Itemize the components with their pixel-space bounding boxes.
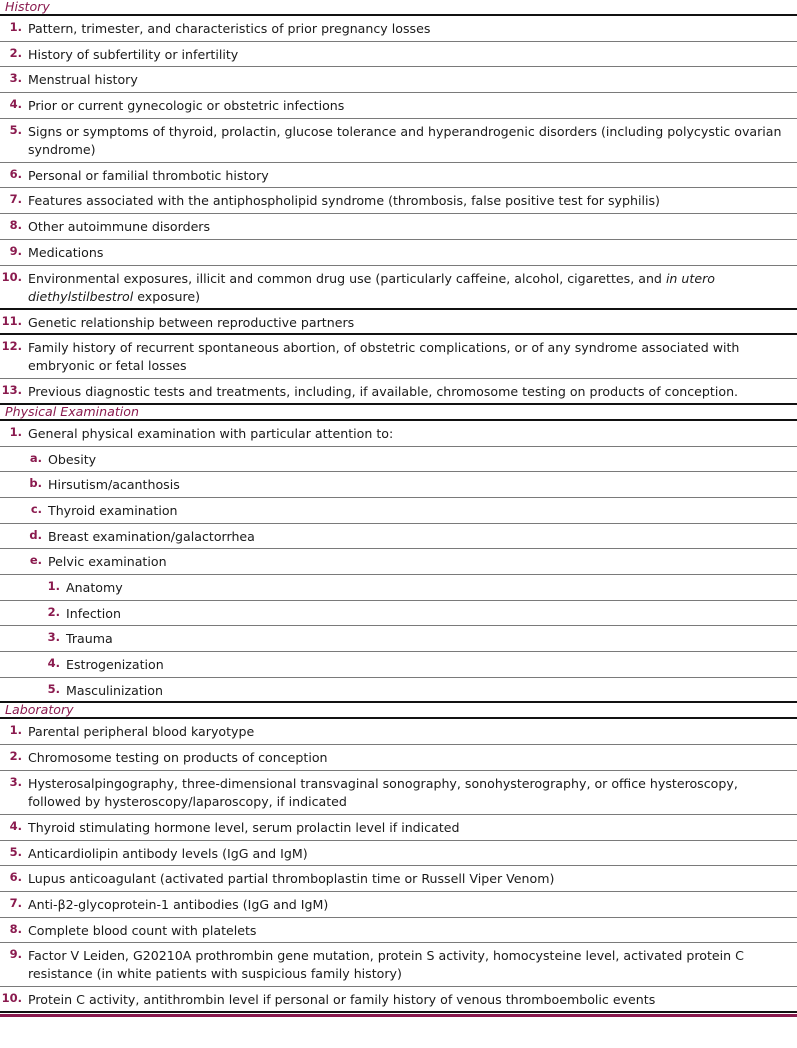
item-number: 7. bbox=[9, 895, 22, 910]
item-text: Protein C activity, antithrombin level if personal or family history of venous thromboembolic events bbox=[28, 992, 656, 1008]
list-item bbox=[0, 67, 797, 93]
item-number: 1. bbox=[47, 579, 60, 593]
item-text: Previous diagnostic tests and treatments, including, if available, chromosome testing on products of conception. bbox=[28, 384, 739, 400]
item-text: Anatomy bbox=[66, 580, 123, 595]
item-number: 5. bbox=[9, 844, 22, 859]
list-item bbox=[0, 188, 797, 214]
item-text: Medications bbox=[28, 244, 104, 260]
item-text: Breast examination/galactorrhea bbox=[48, 528, 255, 544]
item-number: 8. bbox=[9, 921, 22, 936]
bottom-rule bbox=[0, 1014, 797, 1017]
item-number: 12. bbox=[1, 339, 22, 354]
list-item bbox=[0, 549, 797, 575]
list-item bbox=[0, 601, 797, 627]
section-heading-laboratory: Laboratory bbox=[0, 703, 797, 719]
item-number: e. bbox=[29, 553, 42, 568]
item-text: Infection bbox=[66, 605, 121, 621]
emphasis-text: in utero diethylstilbestrol bbox=[28, 270, 715, 304]
list-item bbox=[0, 42, 797, 68]
list-item bbox=[0, 652, 797, 678]
list-item bbox=[0, 987, 797, 1013]
item-number: 1. bbox=[9, 20, 22, 34]
item-text: Signs or symptoms of thyroid, prolactin, glucose tolerance and hyperandrogenic disorders (including polycystic ovarian syndrome) bbox=[28, 123, 782, 157]
list-item bbox=[0, 918, 797, 944]
item-number: c. bbox=[30, 501, 42, 516]
list-item bbox=[0, 524, 797, 550]
section-heading-physical: Physical Examination bbox=[0, 405, 797, 421]
item-number: 5. bbox=[9, 122, 22, 137]
item-number: 11. bbox=[1, 313, 22, 328]
item-number: 10. bbox=[1, 269, 22, 284]
list-item bbox=[0, 498, 797, 524]
list-item bbox=[0, 379, 797, 405]
item-text: Complete blood count with platelets bbox=[28, 922, 257, 938]
list-item bbox=[0, 266, 797, 310]
item-number: 10. bbox=[1, 991, 22, 1006]
list-item bbox=[0, 626, 797, 652]
item-number: b. bbox=[29, 476, 42, 491]
item-text: Pelvic examination bbox=[48, 554, 167, 570]
item-text: Anti-β2-glycoprotein-1 antibodies (IgG and IgM) bbox=[28, 896, 329, 912]
item-text: Environmental exposures, illicit and common drug use (particularly caffeine, alcohol, cigarettes, and in utero diethylstilbestrol exposure) bbox=[28, 270, 715, 304]
item-number: 2. bbox=[9, 45, 22, 60]
item-number: 9. bbox=[9, 243, 22, 258]
item-number: 3. bbox=[47, 630, 60, 645]
item-number: 1. bbox=[9, 723, 22, 738]
list-item bbox=[0, 16, 797, 42]
item-text: Parental peripheral blood karyotype bbox=[28, 724, 255, 740]
item-text: Hysterosalpingography, three-dimensional transvaginal sonography, sonohysterography, or office hysteroscopy, followed by hysteroscopy/laparoscopy, if indicated bbox=[28, 775, 738, 809]
section-heading-history: History bbox=[0, 0, 797, 16]
list-item bbox=[0, 447, 797, 473]
item-number: 4. bbox=[9, 818, 22, 833]
item-text: General physical examination with particular attention to: bbox=[28, 425, 394, 441]
list-item bbox=[0, 771, 797, 815]
item-text: Pattern, trimester, and characteristics of prior pregnancy losses bbox=[28, 21, 431, 36]
list-item bbox=[0, 575, 797, 601]
item-number: 2. bbox=[9, 749, 22, 764]
item-text: Factor V Leiden, G20210A prothrombin gene mutation, protein S activity, homocysteine level, activated protein C resistance (in white patients with suspicious family history) bbox=[28, 948, 744, 982]
item-text: Masculinization bbox=[66, 682, 163, 698]
item-text: Chromosome testing on products of conception bbox=[28, 750, 328, 766]
item-text: Menstrual history bbox=[28, 72, 138, 88]
list-item bbox=[0, 472, 797, 498]
item-text: Personal or familial thrombotic history bbox=[28, 167, 269, 183]
list-item bbox=[0, 943, 797, 987]
item-text: Other autoimmune disorders bbox=[28, 219, 211, 235]
list-item bbox=[0, 119, 797, 163]
item-number: 2. bbox=[47, 604, 60, 619]
item-text: Family history of recurrent spontaneous abortion, of obstetric complications, or of any syndrome associated with embryonic or fetal losses bbox=[28, 340, 740, 374]
item-number: 3. bbox=[9, 774, 22, 789]
item-number: 4. bbox=[9, 97, 22, 112]
list-item bbox=[0, 421, 797, 447]
item-number: 5. bbox=[47, 681, 60, 696]
list-item bbox=[0, 745, 797, 771]
item-text: Lupus anticoagulant (activated partial thromboplastin time or Russell Viper Venom) bbox=[28, 871, 555, 887]
item-text: Thyroid stimulating hormone level, serum prolactin level if indicated bbox=[28, 819, 460, 835]
item-text: Anticardiolipin antibody levels (IgG and IgM) bbox=[28, 845, 308, 861]
item-number: 4. bbox=[47, 656, 60, 671]
item-text: Genetic relationship between reproductive partners bbox=[28, 314, 355, 330]
list-item bbox=[0, 815, 797, 841]
item-number: 9. bbox=[9, 947, 22, 962]
list-item bbox=[0, 335, 797, 379]
item-number: 6. bbox=[9, 870, 22, 885]
item-text: Estrogenization bbox=[66, 657, 164, 673]
list-item bbox=[0, 719, 797, 745]
item-number: a. bbox=[29, 450, 42, 465]
list-item bbox=[0, 678, 797, 704]
list-item bbox=[0, 310, 797, 336]
item-number: d. bbox=[29, 527, 42, 542]
list-item bbox=[0, 240, 797, 266]
list-item bbox=[0, 892, 797, 918]
list-item bbox=[0, 866, 797, 892]
list-item bbox=[0, 93, 797, 119]
item-number: 6. bbox=[9, 166, 22, 181]
item-text: Prior or current gynecologic or obstetric infections bbox=[28, 98, 345, 114]
item-text: Hirsutism/acanthosis bbox=[48, 477, 180, 493]
list-item bbox=[0, 163, 797, 189]
item-number: 1. bbox=[9, 424, 22, 439]
item-number: 13. bbox=[1, 383, 22, 398]
item-text: Trauma bbox=[66, 631, 113, 647]
item-text: Features associated with the antiphospholipid syndrome (thrombosis, false positive test for syphilis) bbox=[28, 193, 660, 209]
item-text: Thyroid examination bbox=[48, 502, 178, 518]
item-number: 3. bbox=[9, 71, 22, 86]
item-number: 8. bbox=[9, 218, 22, 233]
list-item bbox=[0, 214, 797, 240]
item-text: History of subfertility or infertility bbox=[28, 46, 239, 62]
list-item bbox=[0, 841, 797, 867]
item-text: Obesity bbox=[48, 451, 97, 467]
item-number: 7. bbox=[9, 192, 22, 207]
